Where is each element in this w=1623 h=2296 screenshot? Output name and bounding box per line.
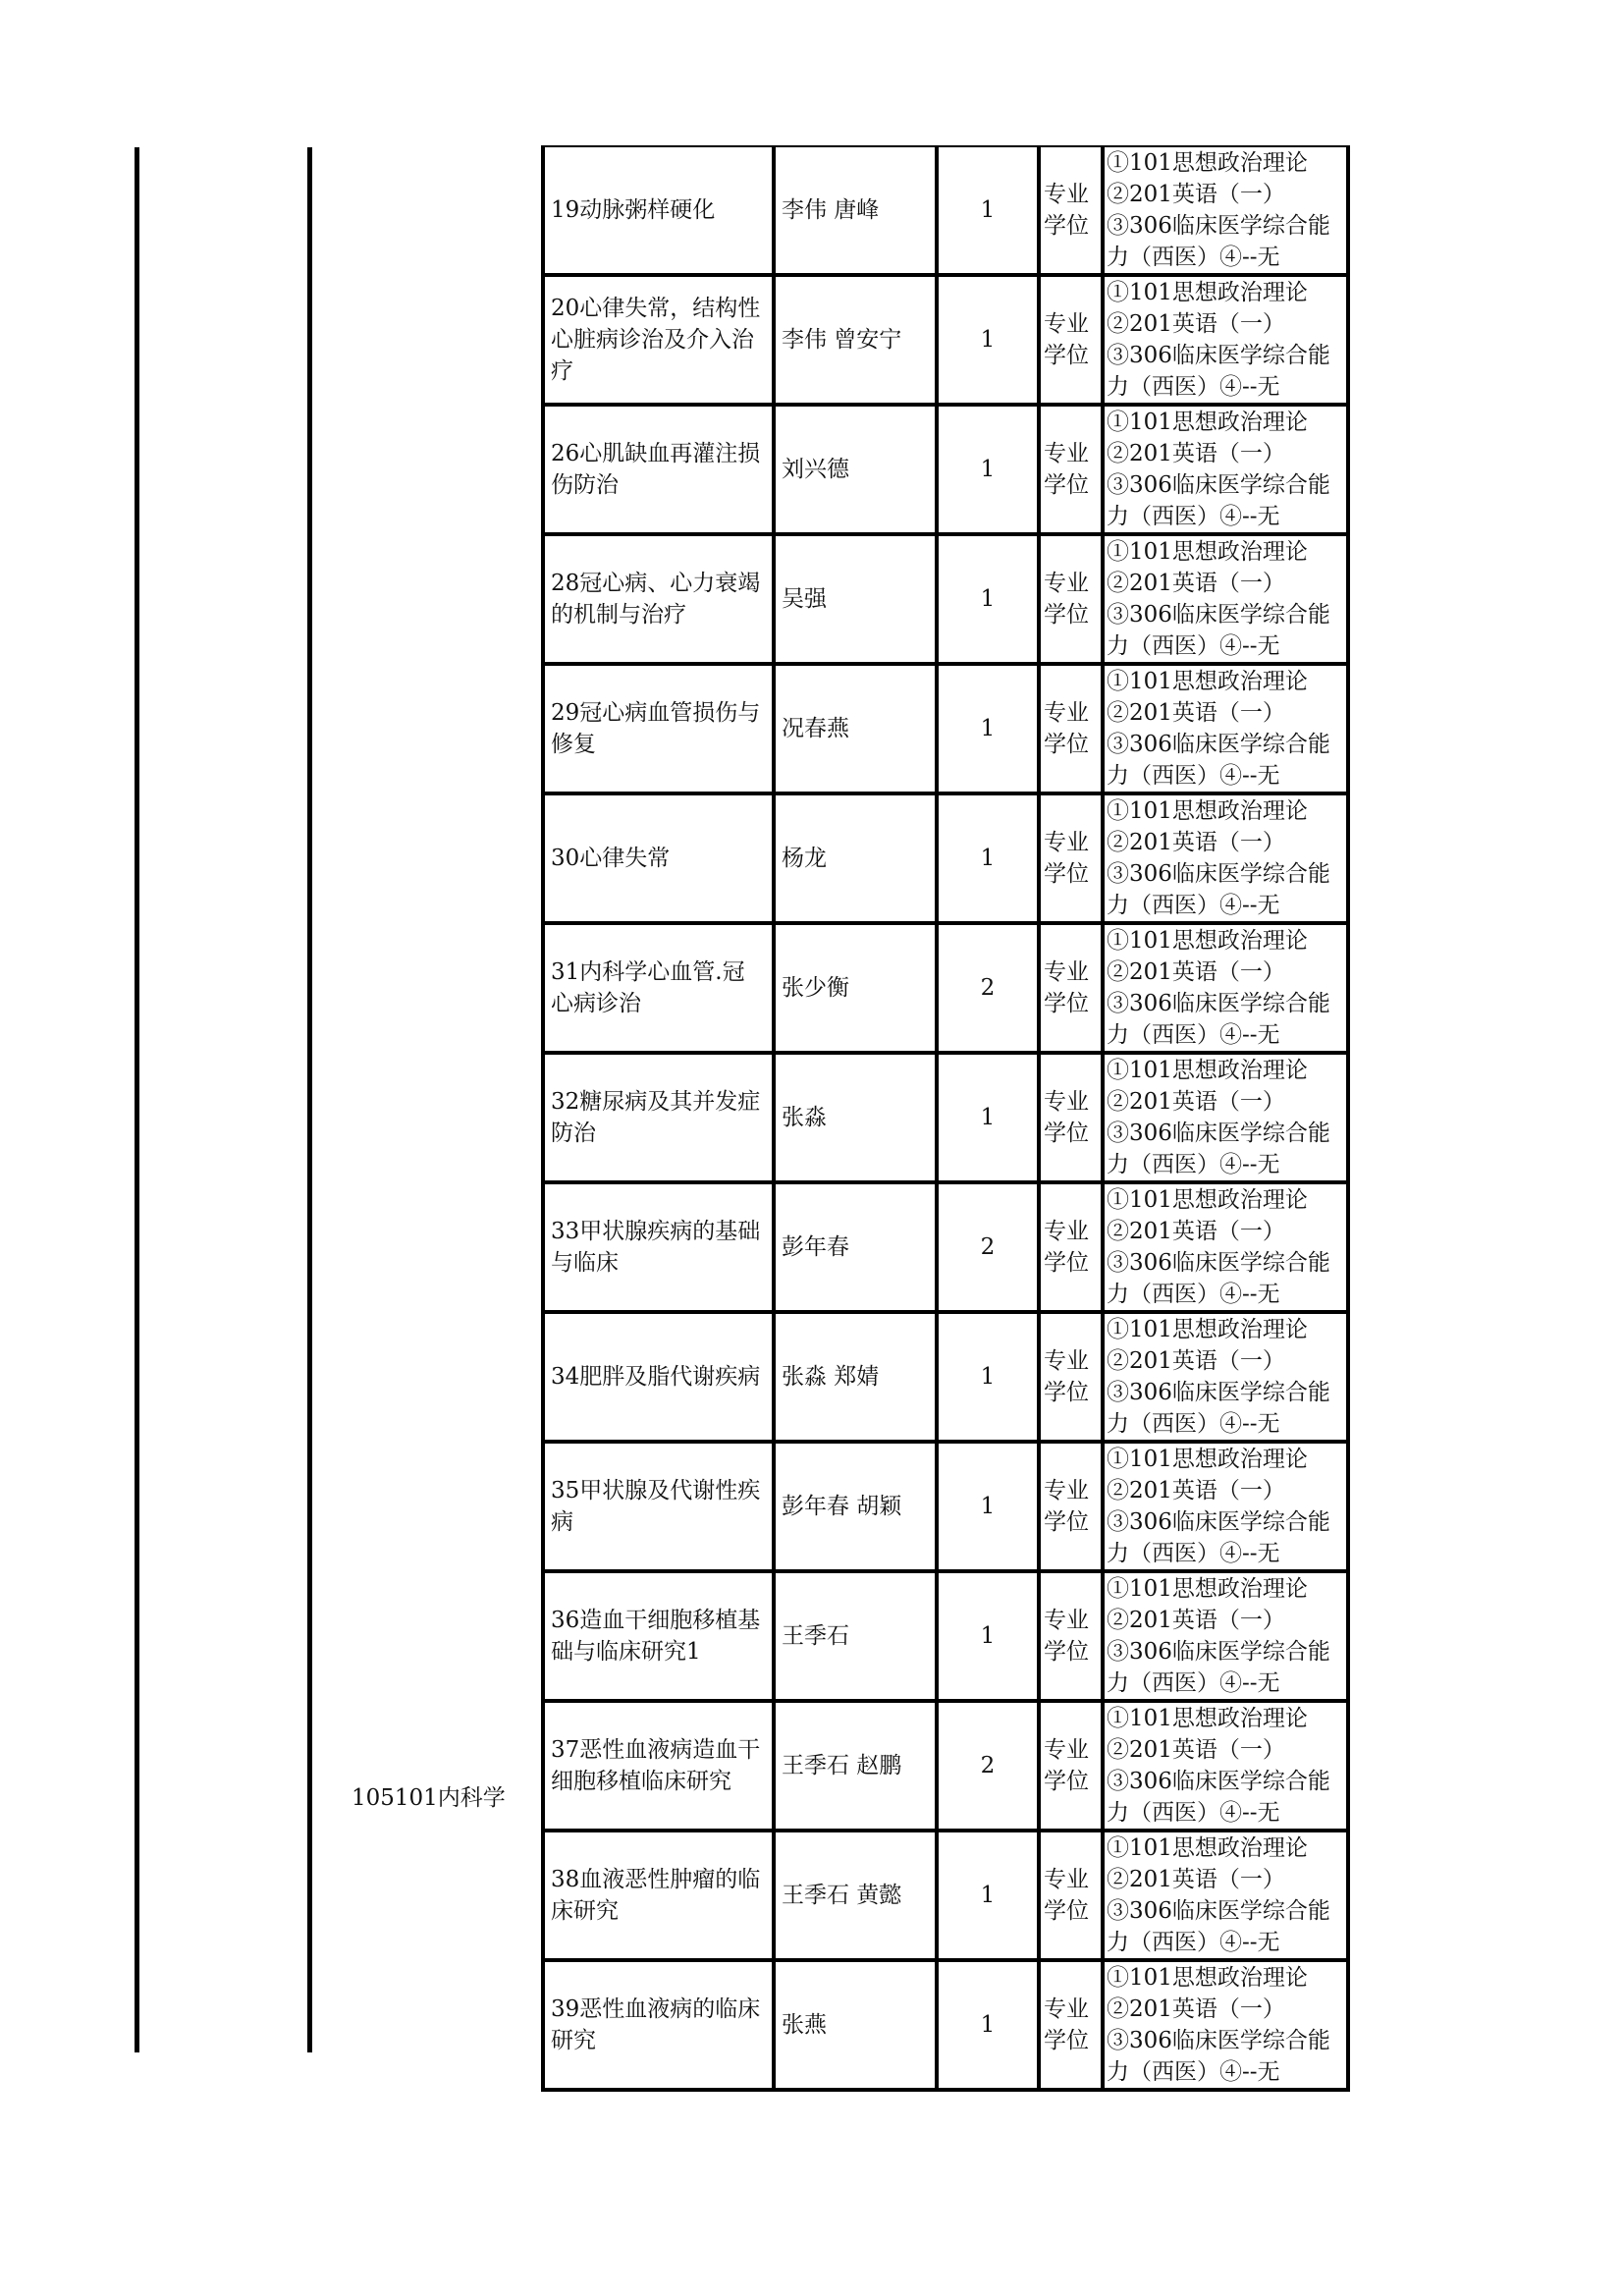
table-row <box>543 1442 1348 1571</box>
quota-cell: 2 <box>937 1701 1039 1831</box>
quota-cell: 1 <box>937 534 1039 664</box>
table-row <box>543 1960 1348 2090</box>
exam-subjects-cell: ①101思想政治理论②201英语（一）③306临床医学综合能力（西医）④--无 <box>1103 1312 1348 1442</box>
degree-type-cell: 专业学位 <box>1039 534 1103 664</box>
advisor-cell: 王季石 黄懿 <box>774 1831 937 1960</box>
quota-cell: 1 <box>937 405 1039 534</box>
research-direction-cell: 31内科学心血管.冠心病诊治 <box>543 923 774 1053</box>
degree-type-cell: 专业学位 <box>1039 1442 1103 1571</box>
table-row <box>543 1053 1348 1182</box>
exam-subjects-cell: ①101思想政治理论②201英语（一）③306临床医学综合能力（西医）④--无 <box>1103 664 1348 793</box>
quota-cell: 1 <box>937 1571 1039 1701</box>
exam-subjects-cell: ①101思想政治理论②201英语（一）③306临床医学综合能力（西医）④--无 <box>1103 1960 1348 2090</box>
exam-subjects-cell: ①101思想政治理论②201英语（一）③306临床医学综合能力（西医）④--无 <box>1103 1182 1348 1312</box>
advisor-cell: 张淼 郑婧 <box>774 1312 937 1442</box>
table-row <box>543 1831 1348 1960</box>
advisor-cell: 张少衡 <box>774 923 937 1053</box>
table-row <box>543 923 1348 1053</box>
research-direction-cell: 19动脉粥样硬化 <box>543 146 774 275</box>
exam-subjects-cell: ①101思想政治理论②201英语（一）③306临床医学综合能力（西医）④--无 <box>1103 1571 1348 1701</box>
research-direction-cell: 36造血干细胞移植基础与临床研究1 <box>543 1571 774 1701</box>
research-direction-cell: 26心肌缺血再灌注损伤防治 <box>543 405 774 534</box>
research-direction-cell: 38血液恶性肿瘤的临床研究 <box>543 1831 774 1960</box>
quota-cell: 1 <box>937 1831 1039 1960</box>
degree-type-cell: 专业学位 <box>1039 146 1103 275</box>
advisor-cell: 张燕 <box>774 1960 937 2090</box>
advisor-cell: 吴强 <box>774 534 937 664</box>
advisor-cell: 况春燕 <box>774 664 937 793</box>
research-direction-cell: 35甲状腺及代谢性疾病 <box>543 1442 774 1571</box>
advisor-cell: 杨龙 <box>774 793 937 923</box>
advisor-cell: 李伟 唐峰 <box>774 146 937 275</box>
advisor-cell: 王季石 <box>774 1571 937 1701</box>
exam-subjects-cell: ①101思想政治理论②201英语（一）③306临床医学综合能力（西医）④--无 <box>1103 534 1348 664</box>
advisor-cell: 刘兴德 <box>774 405 937 534</box>
quota-cell: 1 <box>937 664 1039 793</box>
research-direction-cell: 30心律失常 <box>543 793 774 923</box>
enrollment-table <box>541 145 1350 2092</box>
table-row <box>543 1571 1348 1701</box>
degree-type-cell: 专业学位 <box>1039 1053 1103 1182</box>
quota-cell: 1 <box>937 1960 1039 2090</box>
table-row <box>543 405 1348 534</box>
advisor-cell: 彭年春 <box>774 1182 937 1312</box>
enrollment-table-body <box>543 146 1348 2090</box>
quota-cell: 1 <box>937 1442 1039 1571</box>
degree-type-cell: 专业学位 <box>1039 1831 1103 1960</box>
advisor-cell: 张淼 <box>774 1053 937 1182</box>
research-direction-cell: 37恶性血液病造血干细胞移植临床研究 <box>543 1701 774 1831</box>
research-direction-cell: 20心律失常，结构性心脏病诊治及介入治疗 <box>543 275 774 405</box>
table-row <box>543 146 1348 275</box>
research-direction-cell: 39恶性血液病的临床研究 <box>543 1960 774 2090</box>
degree-type-cell: 专业学位 <box>1039 923 1103 1053</box>
table-row <box>543 1182 1348 1312</box>
degree-type-cell: 专业学位 <box>1039 664 1103 793</box>
degree-type-cell: 专业学位 <box>1039 1960 1103 2090</box>
table-row <box>543 1701 1348 1831</box>
degree-type-cell: 专业学位 <box>1039 1701 1103 1831</box>
exam-subjects-cell: ①101思想政治理论②201英语（一）③306临床医学综合能力（西医）④--无 <box>1103 1442 1348 1571</box>
quota-cell: 1 <box>937 275 1039 405</box>
research-direction-cell: 28冠心病、心力衰竭的机制与治疗 <box>543 534 774 664</box>
degree-type-cell: 专业学位 <box>1039 1571 1103 1701</box>
exam-subjects-cell: ①101思想政治理论②201英语（一）③306临床医学综合能力（西医）④--无 <box>1103 1053 1348 1182</box>
advisor-cell: 王季石 赵鹏 <box>774 1701 937 1831</box>
exam-subjects-cell: ①101思想政治理论②201英语（一）③306临床医学综合能力（西医）④--无 <box>1103 405 1348 534</box>
exam-subjects-cell: ①101思想政治理论②201英语（一）③306临床医学综合能力（西医）④--无 <box>1103 1701 1348 1831</box>
outer-column-line-2 <box>307 147 312 2052</box>
table-row <box>543 664 1348 793</box>
degree-type-cell: 专业学位 <box>1039 405 1103 534</box>
exam-subjects-cell: ①101思想政治理论②201英语（一）③306临床医学综合能力（西医）④--无 <box>1103 923 1348 1053</box>
research-direction-cell: 33甲状腺疾病的基础与临床 <box>543 1182 774 1312</box>
degree-type-cell: 专业学位 <box>1039 275 1103 405</box>
degree-type-cell: 专业学位 <box>1039 1182 1103 1312</box>
research-direction-cell: 32糖尿病及其并发症防治 <box>543 1053 774 1182</box>
table-row <box>543 534 1348 664</box>
major-name: 105101内科学 <box>352 1785 506 1811</box>
exam-subjects-cell: ①101思想政治理论②201英语（一）③306临床医学综合能力（西医）④--无 <box>1103 793 1348 923</box>
exam-subjects-cell: ①101思想政治理论②201英语（一）③306临床医学综合能力（西医）④--无 <box>1103 275 1348 405</box>
exam-subjects-cell: ①101思想政治理论②201英语（一）③306临床医学综合能力（西医）④--无 <box>1103 146 1348 275</box>
quota-cell: 2 <box>937 923 1039 1053</box>
outer-column-line-1 <box>135 147 139 2052</box>
table-row <box>543 275 1348 405</box>
quota-cell: 1 <box>937 1312 1039 1442</box>
research-direction-cell: 34肥胖及脂代谢疾病 <box>543 1312 774 1442</box>
table-row <box>543 1312 1348 1442</box>
degree-type-cell: 专业学位 <box>1039 793 1103 923</box>
quota-cell: 2 <box>937 1182 1039 1312</box>
advisor-cell: 彭年春 胡颖 <box>774 1442 937 1571</box>
quota-cell: 1 <box>937 146 1039 275</box>
advisor-cell: 李伟 曾安宁 <box>774 275 937 405</box>
degree-type-cell: 专业学位 <box>1039 1312 1103 1442</box>
quota-cell: 1 <box>937 1053 1039 1182</box>
exam-subjects-cell: ①101思想政治理论②201英语（一）③306临床医学综合能力（西医）④--无 <box>1103 1831 1348 1960</box>
quota-cell: 1 <box>937 793 1039 923</box>
research-direction-cell: 29冠心病血管损伤与修复 <box>543 664 774 793</box>
table-row <box>543 793 1348 923</box>
